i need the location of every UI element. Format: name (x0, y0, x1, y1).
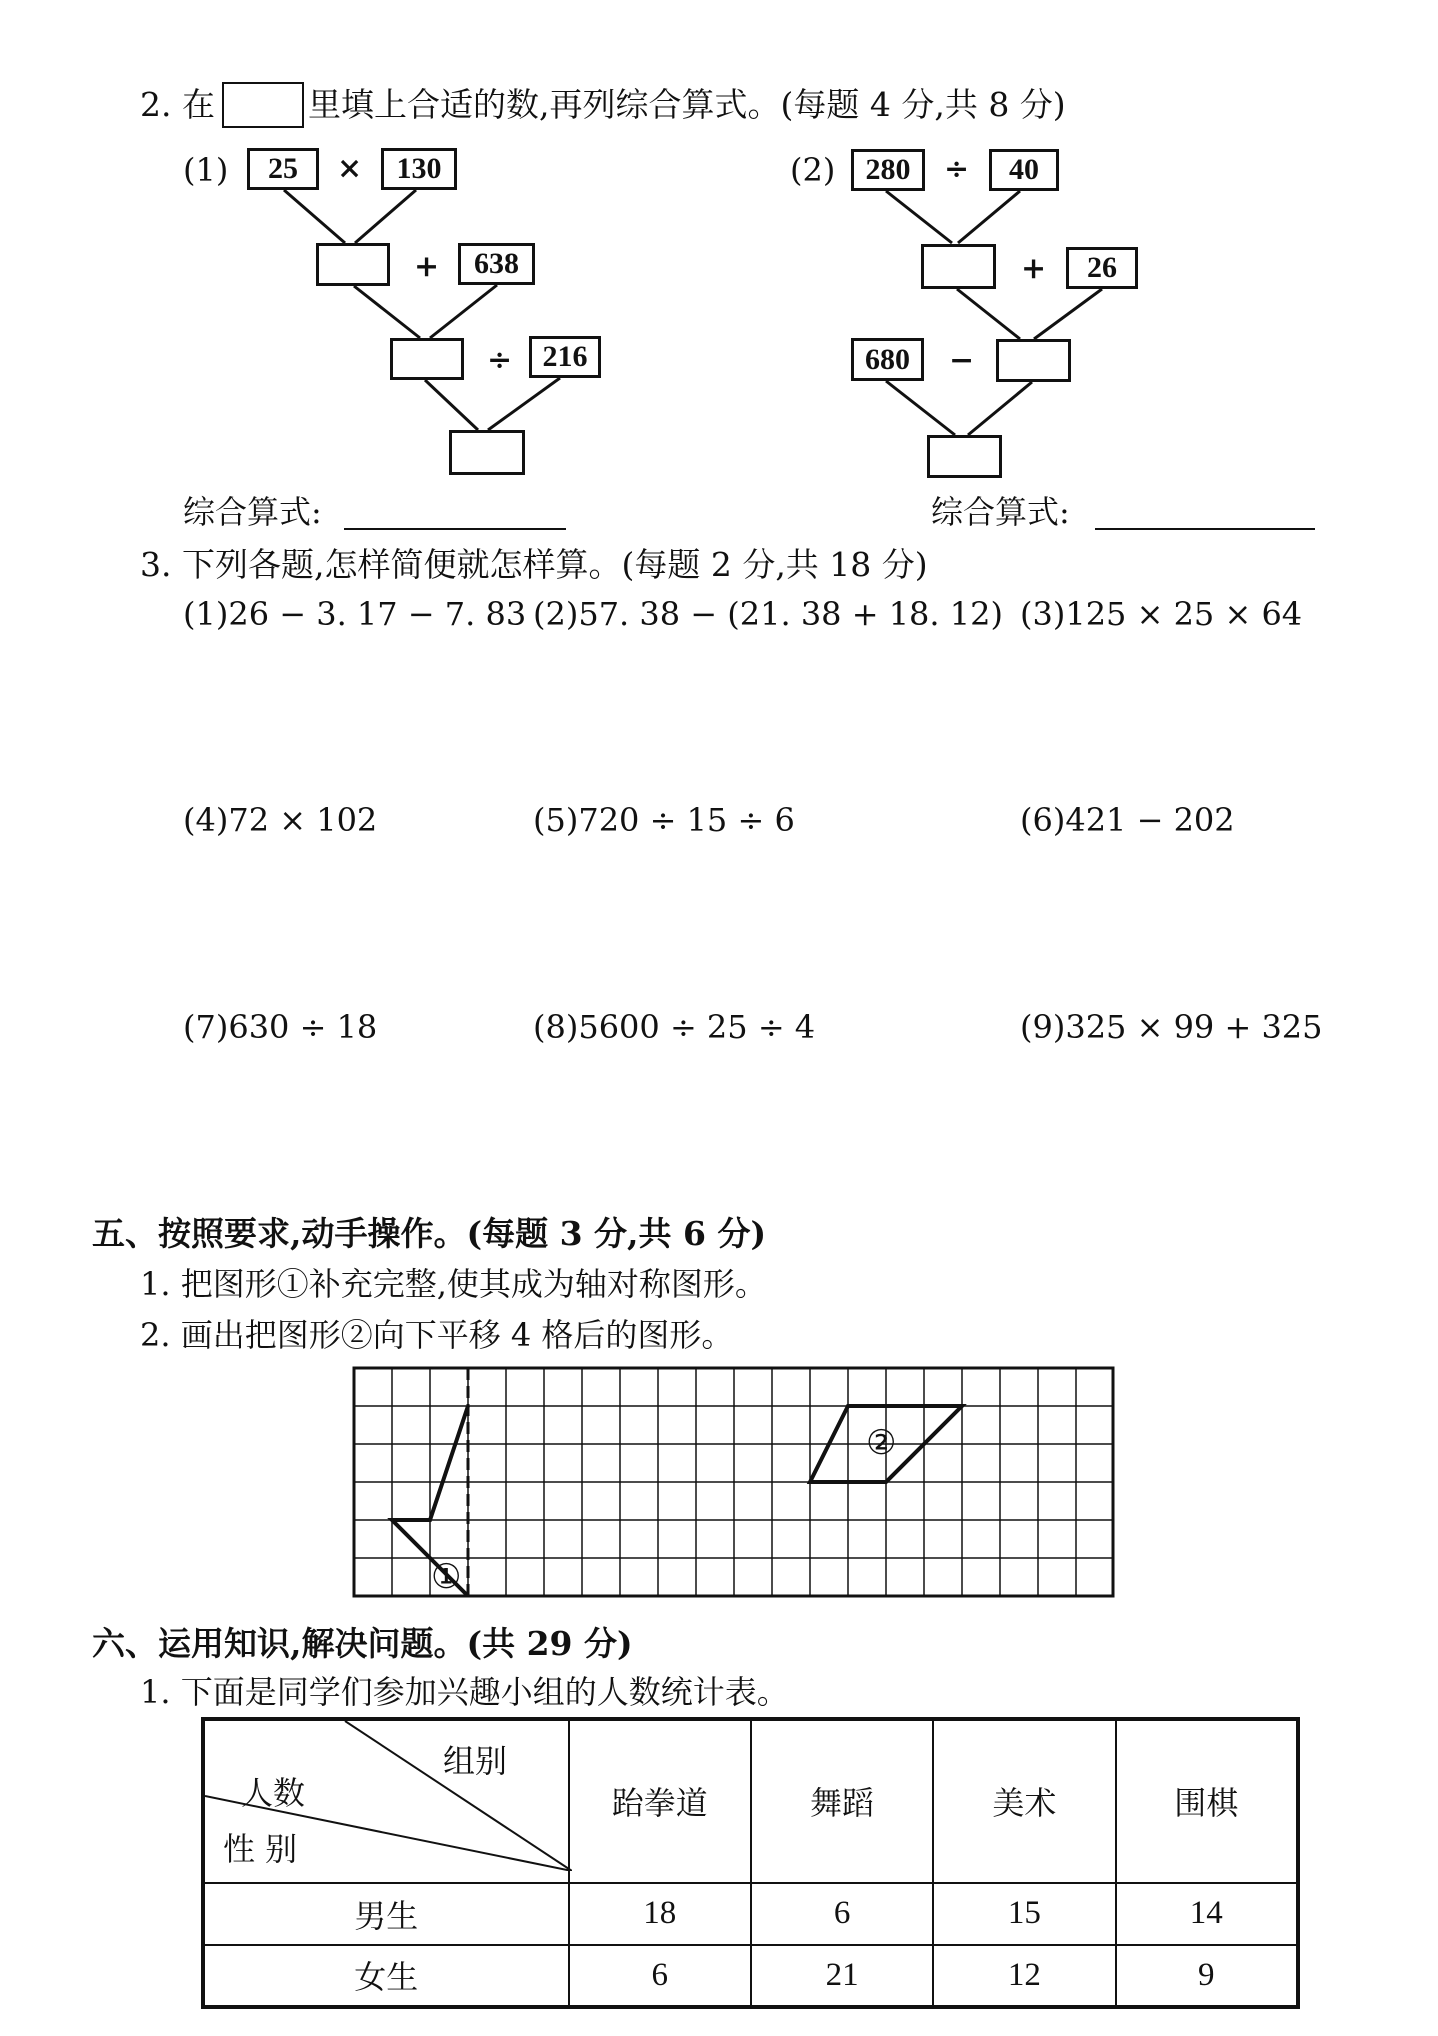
table-row (203, 1883, 1298, 1945)
q3-item-4: (4)72 × 102 (183, 801, 378, 839)
tree1-op-2: + (414, 249, 440, 284)
table-cell: 15 (933, 1883, 1115, 1945)
interest-group-table (201, 1717, 1300, 2009)
q3-title: 3. 下列各题,怎样简便就怎样算。(每题 2 分,共 18 分) (140, 545, 928, 584)
q3-item-9: (9)325 × 99 + 325 (1020, 1008, 1323, 1046)
table-corner-cell (203, 1719, 569, 1883)
table-cell: 18 (569, 1883, 751, 1945)
tree2-label: (2) (790, 151, 836, 189)
tree2-number-3: 26 (1066, 247, 1138, 289)
tree2-number-2: 40 (989, 149, 1059, 191)
q3-item-7: (7)630 ÷ 18 (183, 1008, 378, 1046)
q3-item-8: (8)5600 ÷ 25 ÷ 4 (533, 1008, 816, 1046)
table-cell: 6 (569, 1945, 751, 2007)
tree2-number-1: 280 (851, 149, 925, 191)
tree1-number-2: 130 (381, 148, 457, 190)
formula-label-2: 综合算式: (931, 493, 1070, 531)
sec6-q1: 1. 下面是同学们参加兴趣小组的人数统计表。 (140, 1673, 789, 1711)
corner-label-group: 组别 (443, 1742, 508, 1780)
tree2-op-2: + (1021, 251, 1047, 286)
tree2-op-3: − (949, 343, 975, 378)
q3-item-1: (1)26 − 3. 17 − 7. 83 (183, 595, 527, 633)
q3-item-5: (5)720 ÷ 15 ÷ 6 (533, 801, 795, 839)
tree2-number-4: 680 (851, 338, 924, 381)
header-cell: 美术 (933, 1719, 1115, 1883)
q2-text-post: 里填上合适的数,再列综合算式。(每题 4 分,共 8 分) (308, 85, 1066, 124)
table-cell: 12 (933, 1945, 1115, 2007)
tree1-label: (1) (183, 151, 229, 189)
tree1-number-3: 638 (458, 243, 535, 285)
q3-item-2: (2)57. 38 − (21. 38 + 18. 12) (533, 595, 1003, 633)
sec5-q1: 1. 把图形①补充完整,使其成为轴对称图形。 (140, 1265, 767, 1303)
tree1-op-1: × (337, 151, 363, 186)
row-label: 男生 (203, 1883, 569, 1945)
header-cell: 跆拳道 (569, 1719, 751, 1883)
q3-item-3: (3)125 × 25 × 64 (1020, 595, 1303, 633)
header-cell: 舞蹈 (751, 1719, 933, 1883)
table-cell: 21 (751, 1945, 933, 2007)
tree2-op-1: ÷ (944, 152, 970, 187)
table-row (203, 1945, 1298, 2007)
table-cell: 14 (1116, 1883, 1298, 1945)
corner-label-gender: 性 别 (223, 1830, 298, 1868)
sec5-title: 五、按照要求,动手操作。(每题 3 分,共 6 分) (92, 1214, 767, 1253)
shape-1-label: ① (431, 1557, 462, 1597)
header-cell: 围棋 (1116, 1719, 1298, 1883)
formula-label-1: 综合算式: (183, 493, 322, 531)
q2-text-pre: 2. 在 (140, 85, 215, 124)
sec6-title: 六、运用知识,解决问题。(共 29 分) (92, 1624, 633, 1663)
table-cell: 6 (751, 1883, 933, 1945)
corner-label-count: 人数 (241, 1774, 306, 1812)
tree1-number-1: 25 (247, 148, 319, 190)
q3-item-6: (6)421 − 202 (1020, 801, 1235, 839)
row-label: 女生 (203, 1945, 569, 2007)
table-cell: 9 (1116, 1945, 1298, 2007)
sec5-q2: 2. 画出把图形②向下平移 4 格后的图形。 (140, 1316, 734, 1354)
tree1-number-4: 216 (529, 336, 601, 378)
tree1-op-3: ÷ (487, 343, 513, 378)
shape-2-label: ② (866, 1423, 897, 1463)
